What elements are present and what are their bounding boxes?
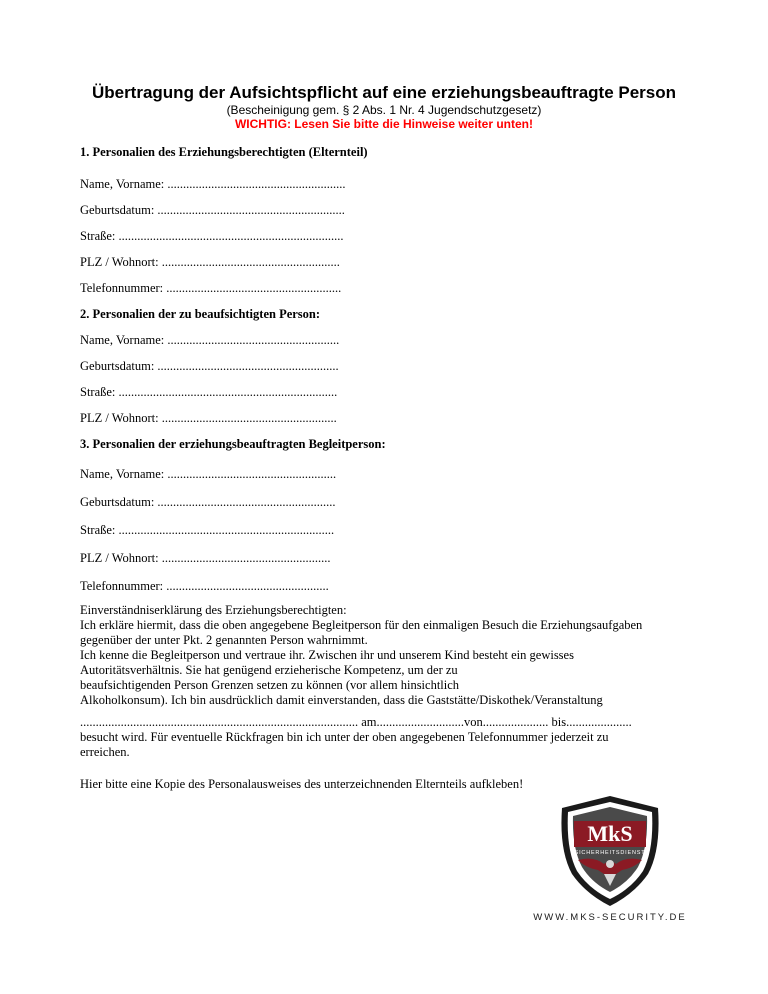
- section2-name-field: Name, Vorname: .......................................................: [80, 333, 340, 347]
- brand-text: MkS: [587, 821, 633, 846]
- declaration-line: Ich erkläre hiermit, dass die oben angegebene Begleitperson für den einmaligen Besuch die Erziehungsaufgaben: [80, 618, 643, 632]
- section2-street-field: Straße: ......................................................................: [80, 385, 338, 399]
- mks-security-logo: [533, 794, 687, 926]
- declaration-line: Einverständniserklärung des Erziehungsberechtigten:: [80, 603, 347, 617]
- section3-name-field: Name, Vorname: ......................................................: [80, 467, 337, 481]
- section2-birth-field: Geburtsdatum: ..........................................................: [80, 359, 339, 373]
- website-text: WWW.MKS-SECURITY.DE: [533, 912, 687, 923]
- declaration-line: Alkoholkonsum). Ich bin ausdrücklich damit einverstanden, dass die Gaststätte/Diskothek/Veranstaltung: [80, 693, 603, 707]
- declaration-line: Ich kenne die Begleitperson und vertraue ihr. Zwischen ihr und unserem Kind besteht ein gewisses: [80, 648, 574, 662]
- section2-city-field: PLZ / Wohnort: ........................................................: [80, 411, 337, 425]
- declaration-line: Autoritätsverhältnis. Sie hat genügend erzieherische Kompetenz, um der zu: [80, 663, 458, 677]
- section1-city-field: PLZ / Wohnort: .........................................................: [80, 255, 340, 269]
- section1-name-field: Name, Vorname: .........................................................: [80, 177, 346, 191]
- eagle-head-icon: [606, 860, 614, 868]
- section1-street-field: Straße: ........................................................................: [80, 229, 344, 243]
- section3-heading: 3. Personalien der erziehungsbeauftragten Begleitperson:: [80, 437, 386, 451]
- section1-birth-field: Geburtsdatum: ............................................................: [80, 203, 345, 217]
- declaration-line: beaufsichtigenden Person Grenzen setzen zu können (vor allem hinsichtlich: [80, 678, 460, 692]
- visit-line: besucht wird. Für eventuelle Rückfragen bin ich unter der oben angegebenen Telefonnummer jederzeit zu: [80, 730, 609, 744]
- id-copy-note: Hier bitte eine Kopie des Personalausweises des unterzeichnenden Elternteils aufkleben!: [80, 777, 524, 791]
- section3-birth-field: Geburtsdatum: .........................................................: [80, 495, 336, 509]
- visit-paragraph: [80, 715, 700, 760]
- section3-phone-field: Telefonnummer: ....................................................: [80, 579, 329, 593]
- document-title: Übertragung der Aufsichtspflicht auf eine erziehungsbeauftragte Person: [91, 83, 677, 102]
- shield-logo-icon: [533, 794, 687, 926]
- section1-phone-field: Telefonnummer: ........................................................: [80, 281, 342, 295]
- document-subtitle: (Bescheinigung gem. § 2 Abs. 1 Nr. 4 Jugendschutzgesetz): [226, 103, 542, 117]
- visit-line: erreichen.: [80, 745, 130, 759]
- section1-heading: 1. Personalien des Erziehungsberechtigten (Elternteil): [80, 145, 368, 159]
- section3-street-field: Straße: .....................................................................: [80, 523, 335, 537]
- declaration-paragraph: [80, 603, 700, 708]
- tagline-text: SICHERHEITSDIENST: [574, 850, 646, 856]
- section2-heading: 2. Personalien der zu beaufsichtigten Person:: [80, 307, 321, 321]
- warning-notice: WICHTIG: Lesen Sie bitte die Hinweise weiter unten!: [234, 117, 534, 131]
- section3-city-field: PLZ / Wohnort: ......................................................: [80, 551, 331, 565]
- visit-line: ......................................................................................... am............................von..................... bis.....................: [80, 715, 632, 729]
- declaration-line: gegenüber der unter Pkt. 2 genannten Person wahrnimmt.: [80, 633, 368, 647]
